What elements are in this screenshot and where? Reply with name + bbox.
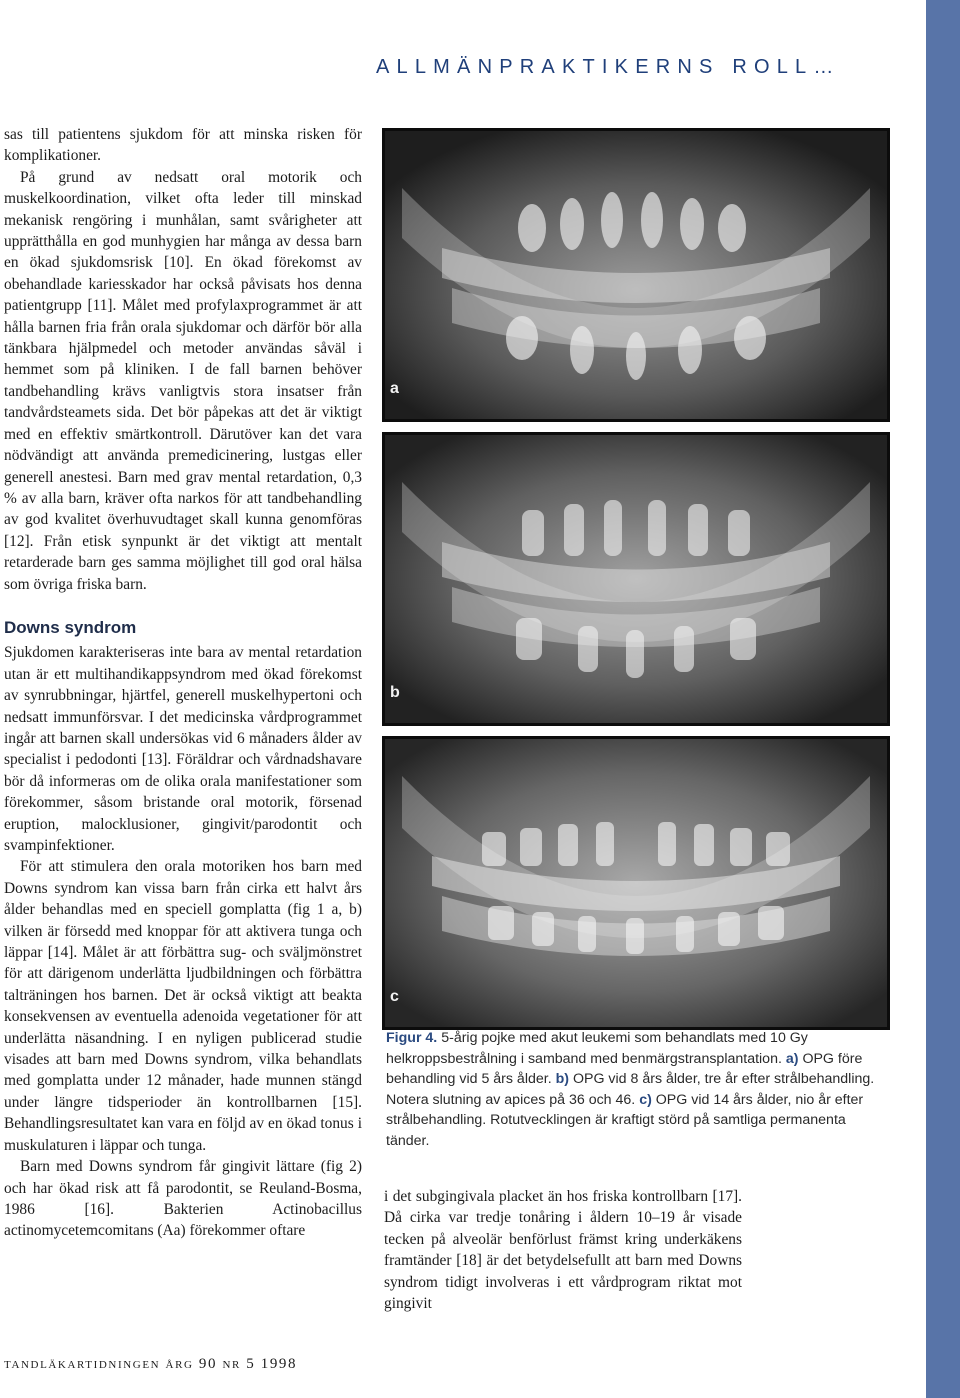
paragraph: i det subgingivala placket än hos friska kontrollbarn [17]. Då cirka var tredje tonåring i åldern 10–19 år visade tecken på alveolär benförlust främst kring underkäkens framtänder [18] är det betydelsefullt att barn med Downs syndrom tidigt involveras i ett vårdprogram riktat mot gingivit (384, 1188, 742, 1313)
caption-text-a: OPG före behandling vid 5 års ålder. (386, 1050, 863, 1087)
sidebar-accent-band (926, 0, 960, 1398)
xray-panel-a (382, 128, 890, 422)
paragraph: På grund av nedsatt oral motorik och muskelkoordination, vilket ofta leder till minskad mekanisk rengöring i munhålan, samt svårigheter att upprätthålla en god munhygien har många av dessa barn en ökad sjukdomsrisk [10]. En ökad förekomst av obehandlade kariesskador har också påvisats hos denna patientgrupp [11]. Målet med profylaxprogrammet är att hålla barnen fria från orala sjukdomar och därför bör alla tänkbara hjälpmedel och metoder användas såväl i hemmet som på kliniken. I de fall barnen behöver tandbehandling krävs vanligtvis stora insatser från tandvårdsteamets sida. Det bör påpekas att det är viktigt med en effektiv smärtkontroll. Därutöver kan det vara nödvändigt att använda premedicinering, lustgas eller generell anestesi. Barn med grav mental retardation, 0,3 % av alla barn, kräver ofta narkos för att tandbehandling av god kvalitet överhuvudtaget skall kunna genomföras [12]. Från etisk synpunkt är det viktigt att mentalt retarderade barn ges samma möjlighet till god oral hälsa som övriga friska barn. (4, 168, 362, 593)
journal-footer: tandläkartidningen årg 90 nr 5 1998 (4, 1356, 298, 1372)
panel-label-b: b (390, 684, 400, 701)
panel-label-c: c (390, 988, 399, 1005)
paragraph: Barn med Downs syndrom får gingivit lättare (fig 2) och har ökad risk att få parodontit, se Reuland-Bosma, 1986 [16]. Bakterien Actinobacillus actinomycetemcomitans (Aa) förekommer oftare (4, 1158, 362, 1240)
left-column (4, 124, 362, 1242)
xray-panel-b (382, 432, 890, 726)
caption-intro: 5-årig pojke med akut leukemi som behandlats med 10 Gy helkroppsbestrålning i samband med benmärgstransplantation. (386, 1030, 808, 1067)
opg-xray-image (382, 128, 890, 422)
caption-prefix: Figur 4. (386, 1030, 438, 1046)
figure-opg-xrays (382, 128, 890, 1030)
paragraph: sas till patientens sjukdom för att minska risken för komplikationer. (4, 126, 362, 165)
caption-text-c: OPG vid 14 års ålder, nio år efter strålbehandling. Rotutvecklingen är kraftigt störd på samtliga permanenta tänder. (386, 1091, 864, 1149)
paragraph: Sjukdomen karakteriseras inte bara av mental retardation utan är ett multihandikappsyndrom med ökad förekomst av synrubbningar, hjärtfel, generell muskelhypertoni och nedsatt immunförsvar. I det medicinska vårdprogrammet ingår att barnen skall undersökas vid 6 månaders ålder av specialist i pedodonti [13]. Föräldrar och vårdnadshavare bör då informeras om de olika orala manifestationer som förekommer, såsom bristande oral motorik, försenad eruption, malocklusioner, gingivit/parodontit och svampinfektioner. (4, 644, 362, 854)
caption-marker-b: b) (555, 1071, 569, 1087)
caption-marker-c: c) (639, 1091, 652, 1108)
section-heading: Downs syndrom (4, 617, 137, 637)
running-header: ALLMÄNPRAKTIKERNS ROLL… (376, 56, 841, 78)
caption-text-b: OPG vid 8 års ålder, tre år efter strålbehandling. Notera slutning av apices på 36 och 46. (386, 1071, 875, 1108)
figure-caption (386, 1028, 878, 1151)
panel-label-a: a (390, 380, 399, 397)
paragraph: För att stimulera den orala motoriken hos barn med Downs syndrom kan vissa barn från cirka ett halvt års ålder behandlas med en speciell gomplatta (fig 1 a, b) vilken är försedd med knoppar för att aktivera tunga och läppar [14]. Målet är att förbättra sug- och sväljmönstret för att därigenom underlätta ljudbildningen och förbättra talträningen hos barnen. Det är också viktigt att beakta konsekvensen av eventuella adenoida vegetationer för att underlätta näsandning. I en nyligen publicerad studie visades att barn med Downs syndrom, vilka behandlats med gomplatta under 12 månader, hade munnen stängd under längre tidsperioder än kontrollbarnen [15]. Behandlingsresultatet kan vara en följd av en ökad tonus i muskulaturen i läppar och tunga. (4, 858, 362, 1154)
caption-marker-a: a) (785, 1050, 799, 1067)
opg-xray-image (382, 736, 890, 1030)
right-column (384, 1186, 742, 1314)
xray-panel-c (382, 736, 890, 1030)
opg-xray-image (382, 432, 890, 726)
